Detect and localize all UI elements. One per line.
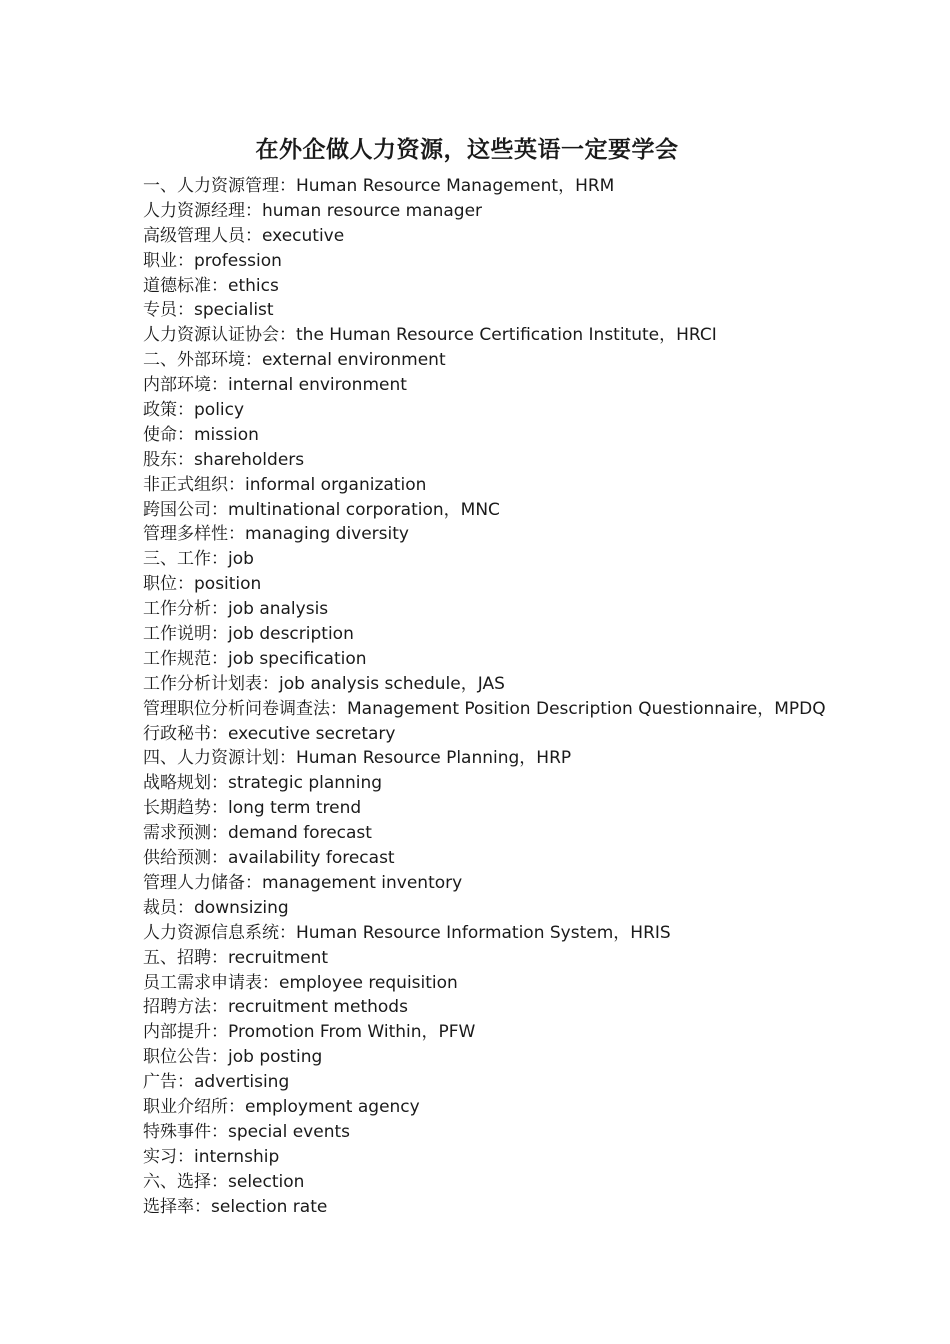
glossary-entry: 管理职位分析问卷调查法：Management Position Description Questionnaire，MPDQ (143, 698, 826, 719)
glossary-entry: 内部提升：Promotion From Within，PFW (143, 1022, 476, 1043)
glossary-entry: 特殊事件：special events (143, 1121, 350, 1142)
glossary-entry: 工作分析：job analysis (143, 599, 329, 620)
glossary-entry: 二、外部环境：external environment (143, 350, 446, 371)
glossary-entry: 人力资源认证协会：the Human Resource Certification Institute，HRCI (143, 325, 717, 346)
glossary-entry: 工作说明：job description (143, 624, 354, 645)
glossary-entry: 实习：internship (143, 1146, 280, 1167)
glossary-entry: 职位公告：job posting (143, 1047, 323, 1068)
glossary-entry: 工作分析计划表：job analysis schedule，JAS (143, 673, 505, 694)
glossary-entry: 员工需求申请表：employee requisition (143, 972, 458, 993)
glossary-entry: 职业：profession (143, 250, 282, 271)
glossary-entry: 战略规划：strategic planning (143, 773, 383, 794)
glossary-entry: 管理人力储备：management inventory (143, 872, 463, 893)
glossary-entry: 行政秘书：executive secretary (143, 723, 396, 744)
glossary-entry: 人力资源信息系统：Human Resource Information System，HRIS (143, 922, 671, 943)
glossary-entry: 职位：position (143, 574, 262, 595)
glossary-entry: 供给预测：availability forecast (143, 848, 395, 869)
glossary-entry: 长期趋势：long term trend (143, 798, 362, 819)
glossary-entry: 管理多样性：managing diversity (143, 524, 409, 545)
glossary-entry: 裁员：downsizing (143, 897, 289, 918)
glossary-entry: 专员：specialist (143, 300, 274, 321)
glossary-entry: 高级管理人员：executive (143, 225, 345, 246)
glossary-entry: 广告：advertising (143, 1072, 290, 1093)
glossary-entry: 职业介绍所：employment agency (143, 1096, 420, 1117)
page-title: 在外企做人力资源，这些英语一定要学会 (255, 137, 679, 163)
glossary-entry: 六、选择：selection (143, 1171, 305, 1192)
glossary-entry: 三、工作：job (143, 549, 254, 570)
glossary-entry: 道德标准：ethics (143, 275, 279, 296)
glossary-entry: 需求预测：demand forecast (143, 823, 372, 844)
glossary-entry: 内部环境：internal environment (143, 375, 407, 396)
glossary-entry: 非正式组织：informal organization (143, 474, 427, 495)
glossary-entry: 五、招聘：recruitment (143, 947, 329, 968)
glossary-entry: 使命：mission (143, 424, 259, 445)
glossary-entry: 选择率：selection rate (143, 1196, 328, 1217)
glossary-entry: 政策：policy (143, 400, 245, 421)
glossary-entry: 招聘方法：recruitment methods (143, 997, 408, 1018)
glossary-entry: 一、人力资源管理：Human Resource Management，HRM (143, 176, 615, 196)
glossary-entry: 人力资源经理：human resource manager (143, 200, 483, 221)
glossary-entry: 工作规范：job specification (143, 648, 367, 669)
glossary-entry: 股东：shareholders (143, 449, 305, 470)
glossary-list (143, 174, 923, 1219)
glossary-entry: 跨国公司：multinational corporation，MNC (143, 499, 500, 520)
glossary-entry: 四、人力资源计划：Human Resource Planning，HRP (143, 748, 572, 769)
